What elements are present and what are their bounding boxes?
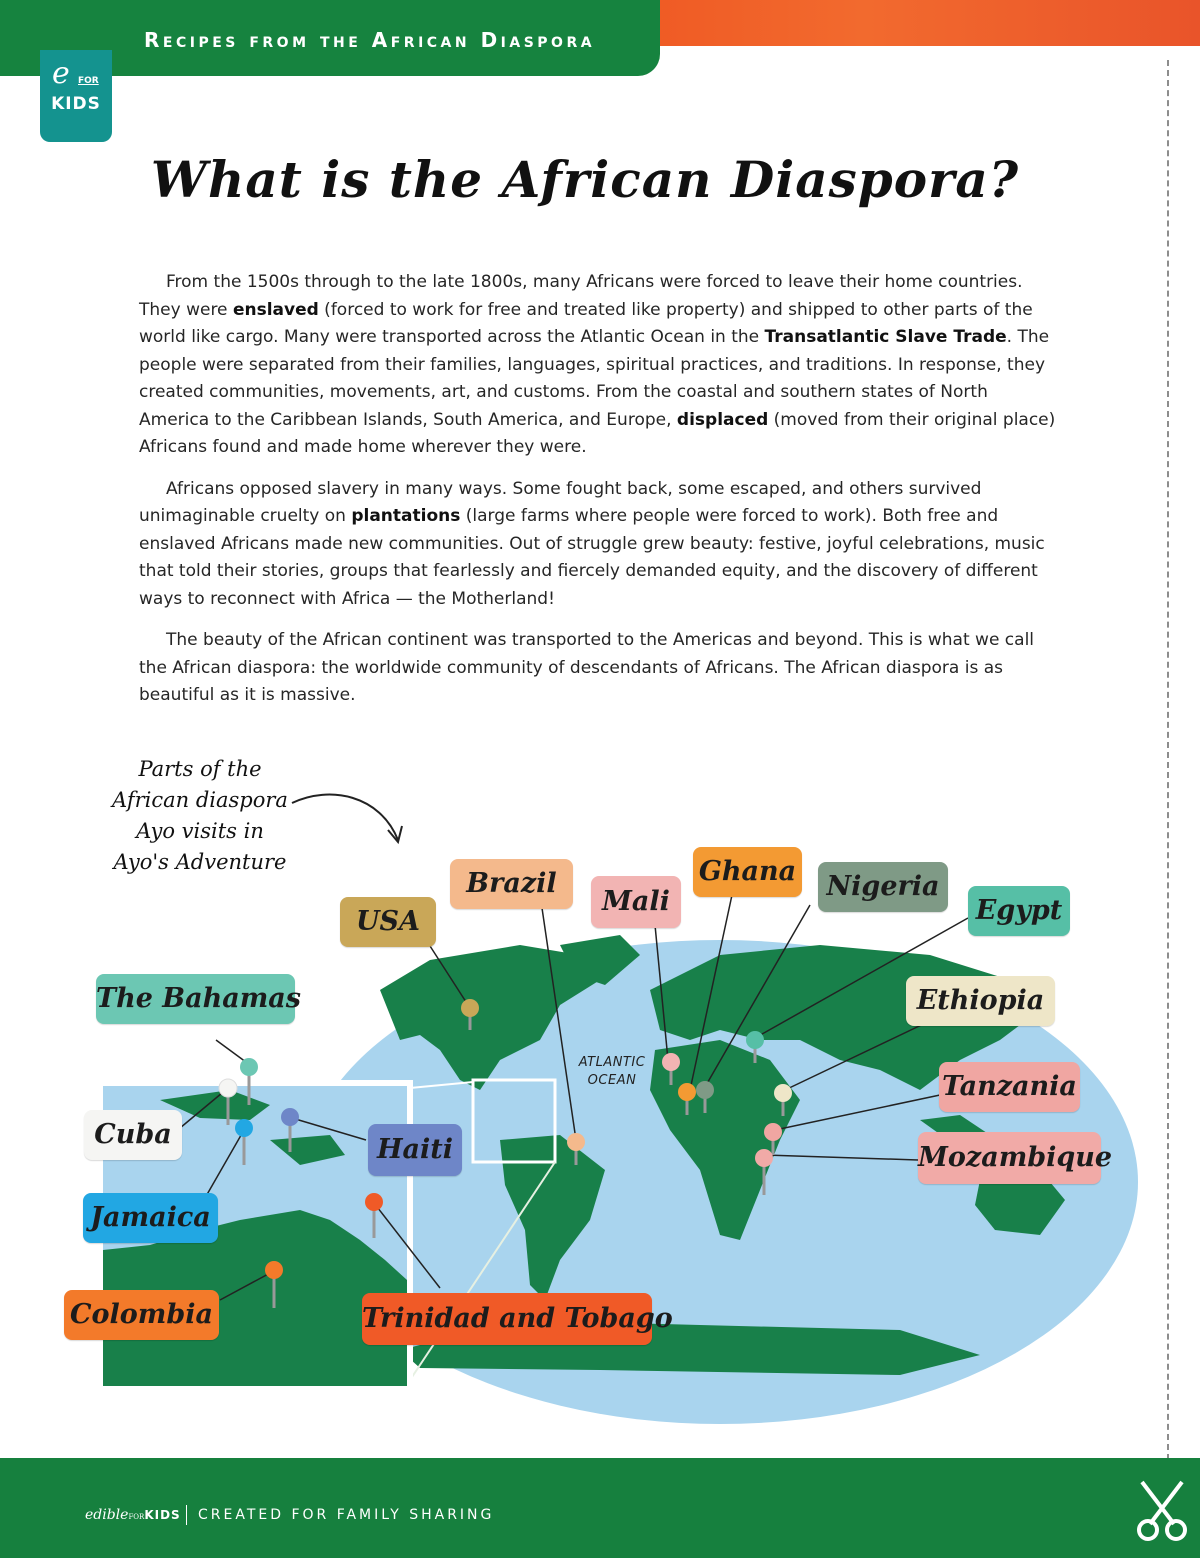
term-enslaved: enslaved	[232, 299, 319, 320]
term-plantations: plantations	[351, 506, 461, 526]
footer-divider	[186, 1505, 187, 1525]
term-displaced: displaced	[676, 409, 769, 430]
paragraph-text: (moved from their original place) Africans found and made home wherever they were.	[139, 409, 1056, 457]
caption-line: Ayo's Adventure	[113, 850, 287, 874]
label-ethiopia: Ethiopia	[906, 976, 1055, 1026]
term-transatlantic-slave-trade: Transatlantic Slave Trade	[764, 327, 1007, 347]
header-accent-bar	[640, 0, 1200, 46]
label-trinidad-and-tobago: Trinidad and Tobago	[362, 1293, 652, 1345]
paragraph-text: . The people were separated from their families, languages, spiritual practices, and traditions. In response, they created communities, movements, art, and customs. From the coastal and southern states of North America to the Caribbean Islands, South America, and Europe,	[139, 327, 1050, 430]
paragraph-text: (forced to work for free and treated like property) and shipped to other parts of the world like cargo. Many were transported across the Atlantic Ocean in the	[139, 299, 1033, 347]
paragraph-text: The beauty of the African continent was transported to the Americas and beyond. This is what we call the African diaspora: the worldwide community of descendants of Africans. The African diaspora is as beautiful as it is massive.	[139, 630, 1035, 705]
paragraph-1	[139, 269, 1059, 462]
label-mozambique: Mozambique	[918, 1132, 1101, 1184]
label-brazil: Brazil	[450, 859, 573, 909]
article-body	[139, 269, 1059, 724]
paragraph-2	[139, 476, 1059, 614]
logo-for: FOR	[128, 1513, 145, 1521]
paragraph-3	[139, 627, 1059, 710]
label-tanzania: Tanzania	[939, 1062, 1080, 1112]
label-bahamas: The Bahamas	[96, 974, 295, 1024]
ocean-label	[566, 1054, 658, 1090]
label-cuba: Cuba	[84, 1110, 182, 1160]
label-jamaica: Jamaica	[83, 1193, 218, 1243]
edible-for-kids-badge	[40, 50, 112, 142]
cut-line	[1167, 60, 1169, 1460]
logo-edible: edible	[85, 1507, 129, 1523]
ocean-label-line: OCEAN	[587, 1073, 637, 1088]
label-usa: USA	[340, 897, 436, 947]
badge-for: FOR	[78, 76, 99, 86]
paragraph-text: From the 1500s through to the late 1800s, many Africans were forced to leave their home countries. They were	[139, 272, 1023, 320]
label-nigeria: Nigeria	[818, 862, 948, 912]
badge-e: e	[52, 56, 70, 91]
footer-tagline: CREATED FOR FAMILY SHARING	[198, 1507, 495, 1523]
ocean-label-line: ATLANTIC	[578, 1055, 646, 1070]
caption-line: Ayo visits in	[136, 819, 264, 843]
label-mali: Mali	[591, 876, 681, 928]
label-ghana: Ghana	[693, 847, 802, 897]
paragraph-text: (large farms where people were forced to work). Both free and enslaved Africans made new communities. Out of struggle grew beauty: festive, joyful celebrations, music that told their stories, groups that fearlessly and fiercely demanded equity, and the discovery of different ways to reconnect with Africa — the Motherland!	[139, 506, 1045, 609]
caption-line: African diaspora	[112, 788, 288, 812]
label-haiti: Haiti	[368, 1124, 462, 1176]
caption-line: Parts of the	[138, 757, 262, 781]
page-title: What is the African Diaspora?	[150, 150, 1020, 209]
edible-for-kids-logo	[85, 1507, 181, 1523]
badge-kids: KIDS	[51, 94, 101, 114]
scissors-icon	[1134, 1478, 1190, 1542]
section-title: Recipes from the African Diaspora	[144, 28, 596, 52]
caption-arrow	[292, 795, 398, 840]
logo-kids: KIDS	[144, 1508, 181, 1522]
label-colombia: Colombia	[64, 1290, 219, 1340]
paragraph-text: Africans opposed slavery in many ways. Some fought back, some escaped, and others survived unimaginable cruelty on	[139, 478, 982, 526]
label-egypt: Egypt	[968, 886, 1070, 936]
